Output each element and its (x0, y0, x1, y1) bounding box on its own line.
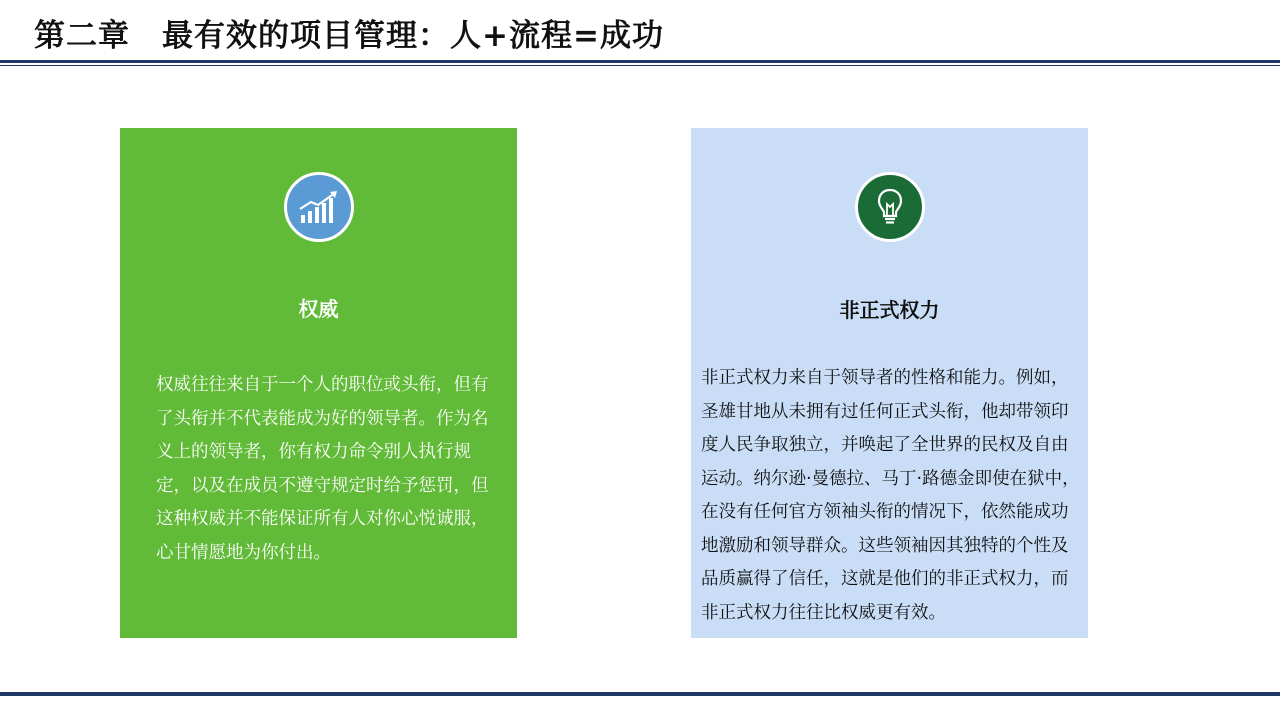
card-authority (120, 128, 517, 638)
card-body-text: 非正式权力来自于领导者的性格和能力。例如，圣雄甘地从未拥有过任何正式头衔，他却带领印度人民争取独立，并唤起了全世界的民权及自由运动。纳尔逊·曼德拉、马丁·路德金即使在狱中，在没有任何官方领袖头衔的情况下，依然能成功地激励和领导群众。这些领袖因其独特的个性及品质赢得了信任，这就是他们的非正式权力，而非正式权力往往比权威更有效。 (701, 368, 1080, 623)
footer-rule (0, 692, 1280, 696)
card-heading: 权威 (298, 297, 339, 321)
card-informal-power (691, 128, 1088, 638)
title-underline-thin (0, 65, 1280, 66)
title-underline-thick (0, 60, 1280, 63)
lightbulb-icon (855, 172, 925, 242)
growth-chart-icon (284, 172, 354, 242)
slide-title: 第二章 最有效的项目管理：人+流程=成功 (34, 18, 664, 54)
card-body-text: 权威往往来自于一个人的职位或头衔，但有了头衔并不代表能成为好的领导者。作为名义上的领导者，你有权力命令别人执行规定，以及在成员不遵守规定时给予惩罚，但这种权威并不能保证所有人对你心悦诚服，心甘情愿地为你付出。 (156, 375, 489, 563)
card-heading: 非正式权力 (839, 298, 940, 322)
